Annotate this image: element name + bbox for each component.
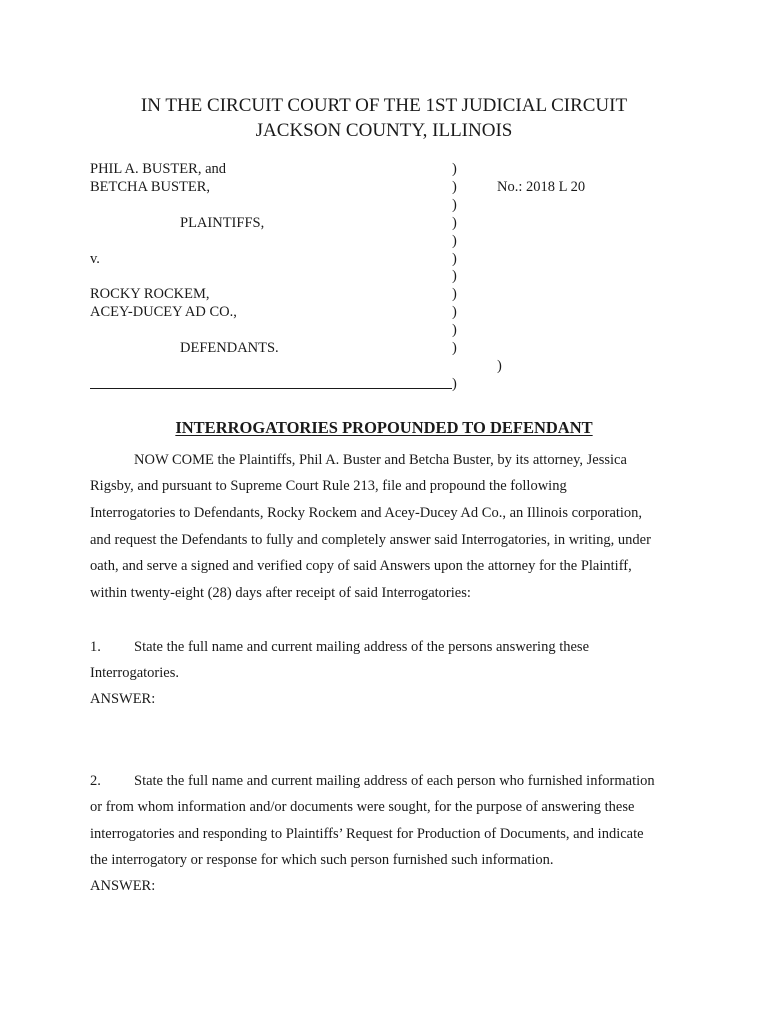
caption-paren: ) bbox=[452, 179, 457, 195]
defendant-name-2: ACEY-DUCEY AD CO., bbox=[90, 304, 237, 320]
caption-paren: ) bbox=[452, 268, 457, 284]
plaintiffs-label: PLAINTIFFS, bbox=[180, 215, 265, 231]
intro-line: NOW COME the Plaintiffs, Phil A. Buster and Betcha Buster, by its attorney, Jessica bbox=[134, 452, 627, 468]
interrogatory-1 bbox=[90, 638, 589, 656]
intro-line: Interrogatories to Defendants, Rocky Rockem and Acey-Ducey Ad Co., an Illinois corporation, bbox=[90, 505, 643, 521]
answer-label: ANSWER: bbox=[90, 878, 156, 894]
intro-line: Rigsby, and pursuant to Supreme Court Rule 213, file and propound the following bbox=[90, 478, 567, 494]
interrogatory-text-line: Interrogatories. bbox=[90, 665, 179, 681]
versus-label: v. bbox=[90, 251, 100, 267]
interrogatory-text-line: State the full name and current mailing address of each person who furnished information bbox=[134, 773, 655, 789]
case-number: No.: 2018 L 20 bbox=[497, 179, 586, 195]
caption-paren: ) bbox=[452, 161, 457, 177]
interrogatory-number: 1. bbox=[90, 639, 101, 655]
interrogatory-2 bbox=[90, 772, 655, 790]
caption-paren: ) bbox=[452, 197, 457, 213]
court-title-line-2: JACKSON COUNTY, ILLINOIS bbox=[255, 120, 513, 141]
plaintiff-name-2: BETCHA BUSTER, bbox=[90, 179, 211, 195]
plaintiff-name-1: PHIL A. BUSTER, and bbox=[90, 161, 227, 177]
caption-paren: ) bbox=[452, 340, 457, 356]
interrogatory-text-line: interrogatories and responding to Plaintiffs’ Request for Production of Documents, and indicate bbox=[90, 826, 644, 842]
interrogatory-text-line: or from whom information and/or documents were sought, for the purpose of answering these bbox=[90, 799, 635, 815]
court-title-line-1: IN THE CIRCUIT COURT OF THE 1ST JUDICIAL CIRCUIT bbox=[140, 95, 628, 116]
caption-paren: ) bbox=[452, 304, 457, 320]
intro-line: oath, and serve a signed and verified copy of said Answers upon the attorney for the Plaintiff, bbox=[90, 558, 632, 574]
caption-paren: ) bbox=[452, 376, 457, 392]
intro-line: within twenty-eight (28) days after receipt of said Interrogatories: bbox=[90, 585, 471, 601]
intro-line: and request the Defendants to fully and completely answer said Interrogatories, in writing, under bbox=[90, 532, 651, 548]
interrogatory-text-line: the interrogatory or response for which such person furnished such information. bbox=[90, 852, 554, 868]
caption-underline bbox=[90, 388, 452, 389]
caption-paren: ) bbox=[452, 286, 457, 302]
caption-paren: ) bbox=[452, 215, 457, 231]
caption-paren: ) bbox=[452, 322, 457, 338]
defendants-label: DEFENDANTS. bbox=[180, 340, 279, 356]
interrogatory-text-line: State the full name and current mailing address of the persons answering these bbox=[134, 639, 590, 655]
caption-paren: ) bbox=[452, 233, 457, 249]
interrogatory-number: 2. bbox=[90, 773, 101, 789]
caption-paren: ) bbox=[497, 358, 502, 374]
defendant-name-1: ROCKY ROCKEM, bbox=[90, 286, 210, 302]
document-heading-text: INTERROGATORIES PROPOUNDED TO DEFENDANT bbox=[175, 418, 593, 437]
caption-paren: ) bbox=[452, 251, 457, 267]
answer-label: ANSWER: bbox=[90, 691, 156, 707]
document-heading bbox=[0, 418, 768, 438]
